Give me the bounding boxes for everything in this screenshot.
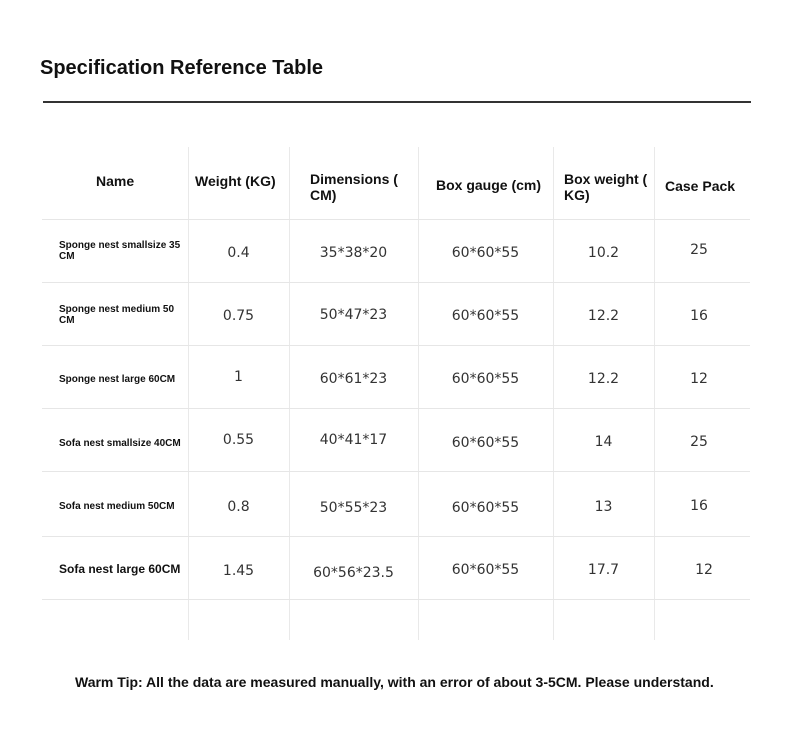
row-case-pack: 25 — [690, 242, 708, 258]
row-name: Sponge nest medium 50 CM — [59, 304, 175, 326]
row-box-gauge: 60*60*55 — [451, 435, 520, 451]
row-case-pack: 16 — [690, 498, 708, 514]
row-divider — [42, 408, 750, 409]
row-dimensions: 60*56*23.5 — [313, 565, 394, 581]
row-box-gauge: 60*60*55 — [451, 308, 520, 324]
row-name: Sponge nest large 60CM — [59, 373, 176, 385]
row-name: Sofa nest large 60CM — [59, 561, 181, 576]
row-weight: 0.55 — [222, 432, 255, 448]
row-dimensions: 50*47*23 — [319, 307, 388, 323]
header-dimensions: Dimensions ( CM) — [310, 170, 398, 203]
row-box-weight: 14 — [594, 434, 613, 450]
row-dimensions: 40*41*17 — [319, 432, 388, 448]
title-divider — [43, 101, 751, 103]
row-dimensions: 50*55*23 — [319, 500, 388, 516]
row-divider — [42, 345, 750, 346]
header-name: Name — [96, 173, 135, 189]
header-weight: Weight (KG) — [195, 173, 276, 189]
header-box-gauge: Box gauge (cm) — [436, 177, 542, 193]
row-box-weight: 10.2 — [587, 245, 620, 261]
row-box-gauge: 60*60*55 — [451, 562, 520, 578]
row-case-pack: 12 — [690, 371, 708, 387]
row-box-gauge: 60*60*55 — [451, 371, 520, 387]
row-box-weight: 17.7 — [587, 562, 620, 578]
row-box-gauge: 60*60*55 — [451, 500, 520, 516]
spec-table — [42, 147, 750, 640]
row-dimensions: 60*61*23 — [319, 371, 388, 387]
row-weight: 0.4 — [227, 245, 250, 261]
row-divider — [42, 471, 750, 472]
row-divider — [42, 282, 750, 283]
warm-tip-note: Warm Tip: All the data are measured manually, with an error of about 3-5CM. Please understand. — [75, 674, 714, 690]
row-box-weight: 12.2 — [587, 308, 620, 324]
row-case-pack: 25 — [690, 434, 708, 450]
row-weight: 1 — [234, 369, 243, 385]
row-name: Sponge nest smallsize 35 CM — [59, 240, 181, 262]
row-weight: 0.75 — [222, 308, 255, 324]
row-name: Sofa nest smallsize 40CM — [59, 437, 181, 449]
row-dimensions: 35*38*20 — [319, 245, 388, 261]
row-box-weight: 13 — [594, 499, 613, 515]
row-name: Sofa nest medium 50CM — [59, 500, 175, 512]
header-case-pack: Case Pack — [665, 178, 736, 194]
page-title: Specification Reference Table — [40, 57, 324, 79]
row-case-pack: 12 — [695, 562, 713, 578]
header-box-weight: Box weight ( KG) — [564, 170, 648, 203]
row-weight: 1.45 — [222, 563, 255, 579]
row-box-weight: 12.2 — [587, 371, 620, 387]
row-weight: 0.8 — [227, 499, 250, 515]
row-divider — [42, 599, 750, 600]
row-divider — [42, 536, 750, 537]
row-case-pack: 16 — [690, 308, 708, 324]
row-box-gauge: 60*60*55 — [451, 245, 520, 261]
